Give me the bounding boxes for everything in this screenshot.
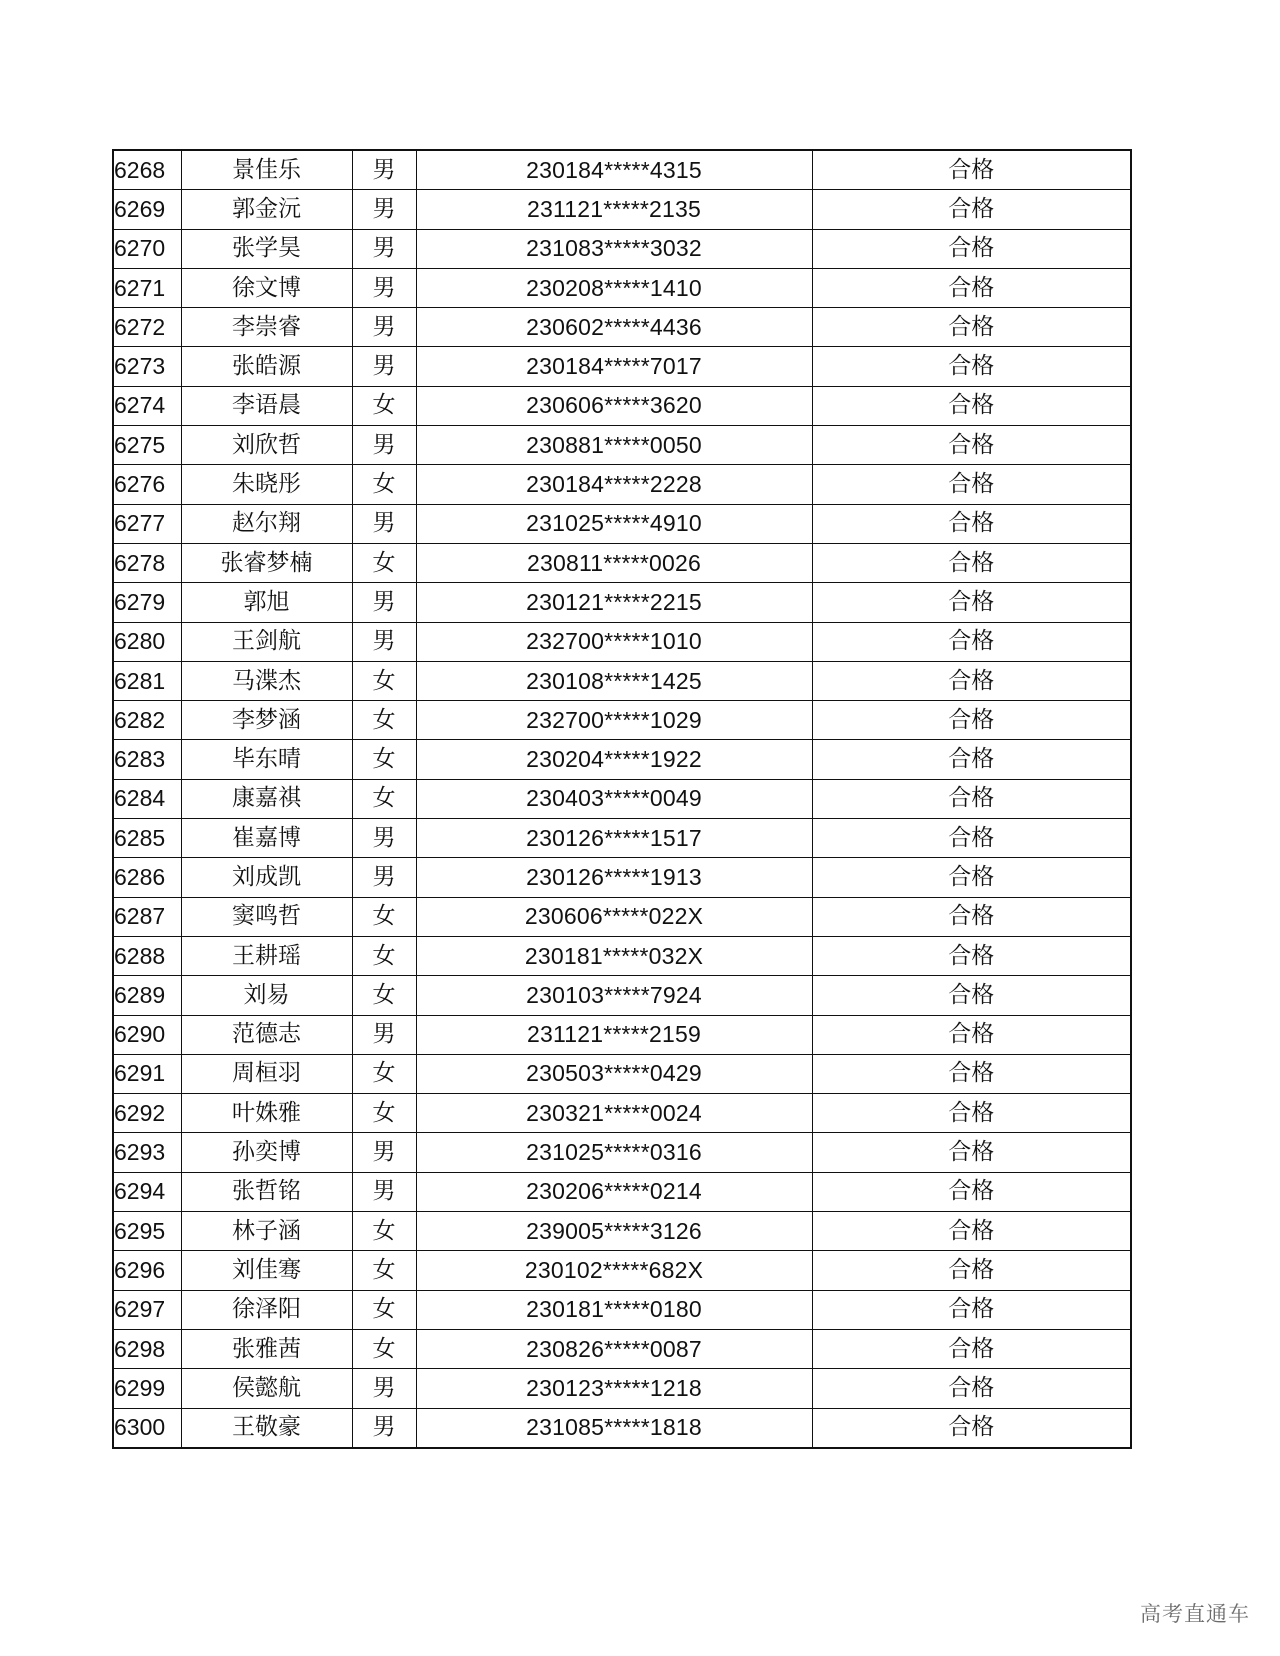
row-number-cell: 6276 xyxy=(113,465,181,504)
gender-cell: 女 xyxy=(352,897,416,936)
row-number-cell: 6285 xyxy=(113,819,181,858)
watermark-text: 高考直通车 xyxy=(1140,1602,1250,1626)
id-number-cell: 231025*****4910 xyxy=(416,504,812,543)
student-name-cell: 窦鸣哲 xyxy=(181,897,352,936)
table-row xyxy=(113,150,1131,190)
student-name-cell: 李梦涵 xyxy=(181,701,352,740)
result-cell: 合格 xyxy=(812,426,1131,465)
student-name-cell: 张哲铭 xyxy=(181,1172,352,1211)
row-number-cell: 6278 xyxy=(113,543,181,582)
gender-cell: 男 xyxy=(352,819,416,858)
student-name-cell: 朱晓彤 xyxy=(181,465,352,504)
student-name-cell: 徐文博 xyxy=(181,268,352,307)
table-row xyxy=(113,1133,1131,1172)
result-cell: 合格 xyxy=(812,701,1131,740)
result-cell: 合格 xyxy=(812,740,1131,779)
result-cell: 合格 xyxy=(812,897,1131,936)
row-number-cell: 6291 xyxy=(113,1054,181,1093)
id-number-cell: 231121*****2135 xyxy=(416,190,812,229)
student-name-cell: 王敬豪 xyxy=(181,1408,352,1448)
table-row xyxy=(113,386,1131,425)
result-cell: 合格 xyxy=(812,1094,1131,1133)
gender-cell: 男 xyxy=(352,1133,416,1172)
gender-cell: 女 xyxy=(352,936,416,975)
table-row xyxy=(113,347,1131,386)
id-number-cell: 230126*****1913 xyxy=(416,858,812,897)
gender-cell: 女 xyxy=(352,1290,416,1329)
gender-cell: 男 xyxy=(352,308,416,347)
table-row xyxy=(113,740,1131,779)
row-number-cell: 6298 xyxy=(113,1329,181,1368)
gender-cell: 男 xyxy=(352,150,416,190)
gender-cell: 女 xyxy=(352,1251,416,1290)
id-number-cell: 230881*****0050 xyxy=(416,426,812,465)
result-cell: 合格 xyxy=(812,1408,1131,1448)
id-number-cell: 230606*****3620 xyxy=(416,386,812,425)
gender-cell: 女 xyxy=(352,1094,416,1133)
student-name-cell: 刘佳骞 xyxy=(181,1251,352,1290)
gender-cell: 男 xyxy=(352,1172,416,1211)
student-name-cell: 郭旭 xyxy=(181,583,352,622)
table-row xyxy=(113,1172,1131,1211)
result-cell: 合格 xyxy=(812,976,1131,1015)
row-number-cell: 6299 xyxy=(113,1369,181,1408)
student-name-cell: 李崇睿 xyxy=(181,308,352,347)
result-cell: 合格 xyxy=(812,583,1131,622)
id-number-cell: 230602*****4436 xyxy=(416,308,812,347)
id-number-cell: 230184*****4315 xyxy=(416,150,812,190)
student-name-cell: 景佳乐 xyxy=(181,150,352,190)
student-name-cell: 赵尔翔 xyxy=(181,504,352,543)
table-row xyxy=(113,229,1131,268)
result-cell: 合格 xyxy=(812,1015,1131,1054)
table-row xyxy=(113,701,1131,740)
result-cell: 合格 xyxy=(812,190,1131,229)
id-number-cell: 230184*****7017 xyxy=(416,347,812,386)
result-cell: 合格 xyxy=(812,858,1131,897)
row-number-cell: 6271 xyxy=(113,268,181,307)
result-cell: 合格 xyxy=(812,661,1131,700)
result-cell: 合格 xyxy=(812,504,1131,543)
id-number-cell: 230184*****2228 xyxy=(416,465,812,504)
row-number-cell: 6284 xyxy=(113,779,181,818)
row-number-cell: 6295 xyxy=(113,1212,181,1251)
result-cell: 合格 xyxy=(812,1212,1131,1251)
id-number-cell: 230606*****022X xyxy=(416,897,812,936)
gender-cell: 男 xyxy=(352,426,416,465)
result-cell: 合格 xyxy=(812,543,1131,582)
table-row xyxy=(113,426,1131,465)
student-name-cell: 张雅茜 xyxy=(181,1329,352,1368)
table-row xyxy=(113,190,1131,229)
gender-cell: 女 xyxy=(352,1054,416,1093)
id-number-cell: 230204*****1922 xyxy=(416,740,812,779)
student-name-cell: 马渫杰 xyxy=(181,661,352,700)
student-name-cell: 林子涵 xyxy=(181,1212,352,1251)
table-row xyxy=(113,465,1131,504)
student-name-cell: 毕东晴 xyxy=(181,740,352,779)
row-number-cell: 6277 xyxy=(113,504,181,543)
gender-cell: 女 xyxy=(352,740,416,779)
row-number-cell: 6288 xyxy=(113,936,181,975)
student-name-cell: 崔嘉博 xyxy=(181,819,352,858)
result-cell: 合格 xyxy=(812,1172,1131,1211)
result-cell: 合格 xyxy=(812,229,1131,268)
student-name-cell: 徐泽阳 xyxy=(181,1290,352,1329)
gender-cell: 女 xyxy=(352,1329,416,1368)
id-number-cell: 230503*****0429 xyxy=(416,1054,812,1093)
id-number-cell: 230826*****0087 xyxy=(416,1329,812,1368)
id-number-cell: 239005*****3126 xyxy=(416,1212,812,1251)
result-cell: 合格 xyxy=(812,308,1131,347)
table-row xyxy=(113,819,1131,858)
table-row xyxy=(113,583,1131,622)
result-cell: 合格 xyxy=(812,1054,1131,1093)
student-name-cell: 张皓源 xyxy=(181,347,352,386)
result-cell: 合格 xyxy=(812,347,1131,386)
gender-cell: 女 xyxy=(352,779,416,818)
table-row xyxy=(113,779,1131,818)
id-number-cell: 230102*****682X xyxy=(416,1251,812,1290)
gender-cell: 男 xyxy=(352,229,416,268)
row-number-cell: 6287 xyxy=(113,897,181,936)
gender-cell: 女 xyxy=(352,465,416,504)
result-cell: 合格 xyxy=(812,1251,1131,1290)
roster-table xyxy=(112,149,1132,1449)
row-number-cell: 6296 xyxy=(113,1251,181,1290)
table-row xyxy=(113,976,1131,1015)
student-name-cell: 张睿梦楠 xyxy=(181,543,352,582)
result-cell: 合格 xyxy=(812,622,1131,661)
table-row xyxy=(113,1094,1131,1133)
student-name-cell: 刘欣哲 xyxy=(181,426,352,465)
gender-cell: 女 xyxy=(352,543,416,582)
row-number-cell: 6289 xyxy=(113,976,181,1015)
student-name-cell: 孙奕博 xyxy=(181,1133,352,1172)
result-cell: 合格 xyxy=(812,819,1131,858)
student-name-cell: 王剑航 xyxy=(181,622,352,661)
id-number-cell: 230208*****1410 xyxy=(416,268,812,307)
gender-cell: 男 xyxy=(352,347,416,386)
table-row xyxy=(113,897,1131,936)
id-number-cell: 231085*****1818 xyxy=(416,1408,812,1448)
table-row xyxy=(113,1408,1131,1448)
student-name-cell: 张学昊 xyxy=(181,229,352,268)
result-cell: 合格 xyxy=(812,936,1131,975)
gender-cell: 男 xyxy=(352,1369,416,1408)
gender-cell: 男 xyxy=(352,190,416,229)
row-number-cell: 6275 xyxy=(113,426,181,465)
result-cell: 合格 xyxy=(812,1133,1131,1172)
id-number-cell: 230811*****0026 xyxy=(416,543,812,582)
id-number-cell: 232700*****1010 xyxy=(416,622,812,661)
id-number-cell: 231083*****3032 xyxy=(416,229,812,268)
student-name-cell: 李语晨 xyxy=(181,386,352,425)
row-number-cell: 6290 xyxy=(113,1015,181,1054)
id-number-cell: 231121*****2159 xyxy=(416,1015,812,1054)
table-row xyxy=(113,504,1131,543)
student-name-cell: 刘易 xyxy=(181,976,352,1015)
table-row xyxy=(113,1015,1131,1054)
student-name-cell: 叶姝雅 xyxy=(181,1094,352,1133)
table-row xyxy=(113,308,1131,347)
result-cell: 合格 xyxy=(812,268,1131,307)
gender-cell: 男 xyxy=(352,1408,416,1448)
id-number-cell: 230206*****0214 xyxy=(416,1172,812,1211)
row-number-cell: 6273 xyxy=(113,347,181,386)
id-number-cell: 232700*****1029 xyxy=(416,701,812,740)
gender-cell: 女 xyxy=(352,1212,416,1251)
result-cell: 合格 xyxy=(812,1329,1131,1368)
row-number-cell: 6282 xyxy=(113,701,181,740)
student-name-cell: 康嘉祺 xyxy=(181,779,352,818)
student-name-cell: 郭金沅 xyxy=(181,190,352,229)
id-number-cell: 230126*****1517 xyxy=(416,819,812,858)
table-row xyxy=(113,936,1131,975)
result-cell: 合格 xyxy=(812,150,1131,190)
student-name-cell: 范德志 xyxy=(181,1015,352,1054)
id-number-cell: 230108*****1425 xyxy=(416,661,812,700)
row-number-cell: 6283 xyxy=(113,740,181,779)
result-cell: 合格 xyxy=(812,386,1131,425)
table-row xyxy=(113,1251,1131,1290)
row-number-cell: 6269 xyxy=(113,190,181,229)
result-cell: 合格 xyxy=(812,779,1131,818)
gender-cell: 男 xyxy=(352,622,416,661)
table-row xyxy=(113,1212,1131,1251)
gender-cell: 男 xyxy=(352,268,416,307)
table-row xyxy=(113,858,1131,897)
table-row xyxy=(113,1329,1131,1368)
row-number-cell: 6297 xyxy=(113,1290,181,1329)
gender-cell: 男 xyxy=(352,583,416,622)
gender-cell: 女 xyxy=(352,976,416,1015)
result-cell: 合格 xyxy=(812,1369,1131,1408)
table-row xyxy=(113,543,1131,582)
student-name-cell: 王耕瑶 xyxy=(181,936,352,975)
gender-cell: 男 xyxy=(352,504,416,543)
table-row xyxy=(113,622,1131,661)
id-number-cell: 230181*****0180 xyxy=(416,1290,812,1329)
row-number-cell: 6280 xyxy=(113,622,181,661)
row-number-cell: 6274 xyxy=(113,386,181,425)
row-number-cell: 6281 xyxy=(113,661,181,700)
id-number-cell: 230403*****0049 xyxy=(416,779,812,818)
table-row xyxy=(113,1054,1131,1093)
table-row xyxy=(113,1369,1131,1408)
row-number-cell: 6300 xyxy=(113,1408,181,1448)
student-name-cell: 刘成凯 xyxy=(181,858,352,897)
result-cell: 合格 xyxy=(812,1290,1131,1329)
row-number-cell: 6286 xyxy=(113,858,181,897)
gender-cell: 女 xyxy=(352,701,416,740)
table-row xyxy=(113,661,1131,700)
result-cell: 合格 xyxy=(812,465,1131,504)
id-number-cell: 230121*****2215 xyxy=(416,583,812,622)
row-number-cell: 6294 xyxy=(113,1172,181,1211)
row-number-cell: 6272 xyxy=(113,308,181,347)
table-row xyxy=(113,1290,1131,1329)
row-number-cell: 6279 xyxy=(113,583,181,622)
student-name-cell: 周桓羽 xyxy=(181,1054,352,1093)
row-number-cell: 6268 xyxy=(113,150,181,190)
id-number-cell: 230321*****0024 xyxy=(416,1094,812,1133)
gender-cell: 男 xyxy=(352,858,416,897)
row-number-cell: 6293 xyxy=(113,1133,181,1172)
roster-table-body xyxy=(113,150,1131,1448)
table-row xyxy=(113,268,1131,307)
gender-cell: 女 xyxy=(352,386,416,425)
id-number-cell: 230123*****1218 xyxy=(416,1369,812,1408)
id-number-cell: 230103*****7924 xyxy=(416,976,812,1015)
gender-cell: 男 xyxy=(352,1015,416,1054)
gender-cell: 女 xyxy=(352,661,416,700)
student-name-cell: 侯懿航 xyxy=(181,1369,352,1408)
id-number-cell: 231025*****0316 xyxy=(416,1133,812,1172)
row-number-cell: 6270 xyxy=(113,229,181,268)
id-number-cell: 230181*****032X xyxy=(416,936,812,975)
row-number-cell: 6292 xyxy=(113,1094,181,1133)
